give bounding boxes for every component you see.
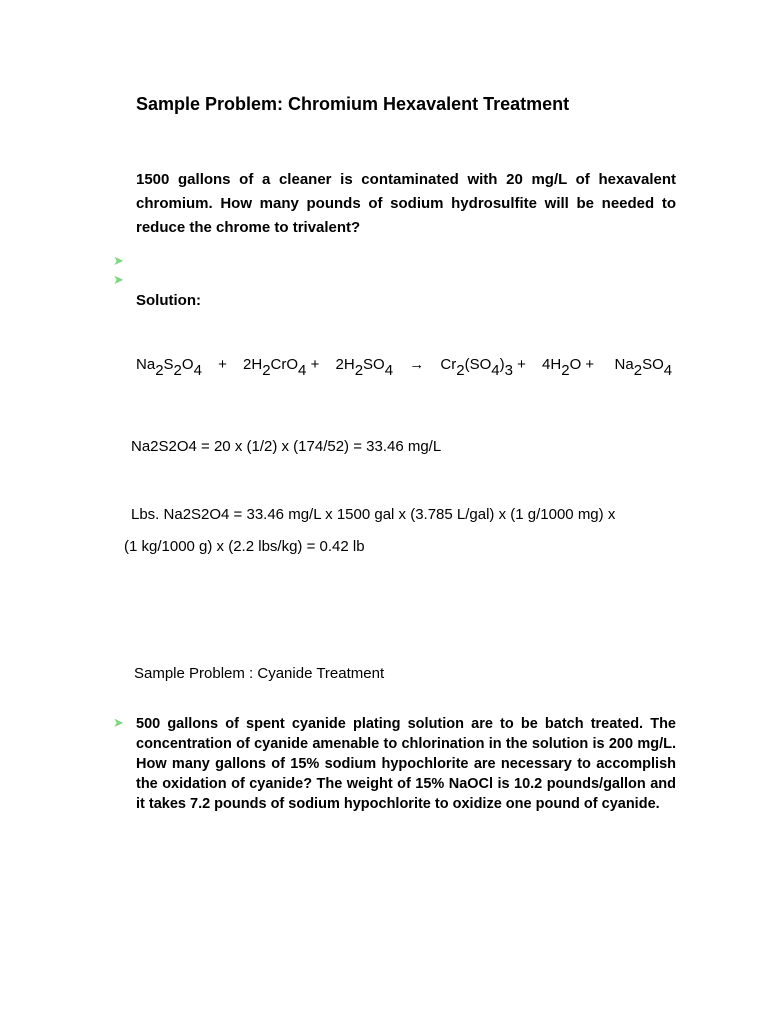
eq-text: 2H xyxy=(243,356,263,373)
eq-subscript: 2 xyxy=(155,362,164,379)
calc-pounds-line-1: Lbs. Na2S2O4 = 33.46 mg/L x 1500 gal x (3.785 L/gal) x (1 g/1000 mg) x xyxy=(131,506,616,523)
eq-plus: + xyxy=(218,356,227,373)
bullet-arrow-icon: ➤ xyxy=(113,715,124,730)
eq-subscript: 2 xyxy=(173,362,182,379)
cyanide-title: Sample Problem : Cyanide Treatment xyxy=(134,665,385,682)
chromium-title: Sample Problem: Chromium Hexavalent Treatment xyxy=(136,94,570,114)
eq-text: (SO xyxy=(464,356,492,373)
reaction-arrow-icon: → xyxy=(409,356,425,373)
chromium-problem-text: 1500 gallons of a cleaner is contaminated with 20 mg/L of hexavalent chromium. How many pounds of sodium hydrosulfite will be needed to reduce the chrome to trivalent? xyxy=(136,171,676,236)
eq-subscript: 4 xyxy=(663,362,673,379)
eq-subscript: 2 xyxy=(456,362,465,379)
calc-concentration: Na2S2O4 = 20 x (1/2) x (174/52) = 33.46 mg/L xyxy=(131,438,442,455)
redox-equation xyxy=(136,356,673,379)
eq-text: O xyxy=(181,356,194,373)
eq-text: O + xyxy=(569,356,595,373)
eq-text: CrO xyxy=(270,356,299,373)
eq-subscript: 2 xyxy=(354,362,364,379)
eq-subscript: 2 xyxy=(262,362,271,379)
eq-text: Cr xyxy=(440,356,457,373)
eq-subscript: 4 xyxy=(193,362,202,379)
eq-text: SO xyxy=(363,356,385,373)
eq-subscript: 2 xyxy=(633,362,643,379)
eq-text: SO xyxy=(642,356,664,373)
eq-plus: + xyxy=(310,356,320,373)
eq-text: Na xyxy=(614,356,634,373)
eq-text: ) xyxy=(499,356,505,373)
eq-subscript: 4 xyxy=(384,362,394,379)
eq-text: 2H xyxy=(335,356,355,373)
bullet-arrow-icon: ➤ xyxy=(113,272,124,287)
eq-plus: + xyxy=(517,356,526,373)
cyanide-problem-text: 500 gallons of spent cyanide plating solution are to be batch treated. The concentration of cyanide amenable to chlorination in the solution is 200 mg/L. How many gallons of 15% sodium hypochlorite are necessary to accomplish the oxidation of cyanide? The weight of 15% NaOCl is 10.2 pounds/gallon and it takes 7.2 pounds of sodium hypochlorite to oxidize one pound of cyanide. xyxy=(136,716,676,812)
calc-pounds-line-2: (1 kg/1000 g) x (2.2 lbs/kg) = 0.42 lb xyxy=(124,538,365,555)
eq-subscript: 4 xyxy=(491,362,500,379)
eq-subscript: 4 xyxy=(298,362,307,379)
solution-label: Solution: xyxy=(136,292,201,309)
eq-text: S xyxy=(163,356,174,373)
eq-subscript: 2 xyxy=(561,362,570,379)
bullet-arrow-icon: ➤ xyxy=(113,253,124,268)
eq-text: 4H xyxy=(542,356,562,373)
eq-subscript: 3 xyxy=(504,362,513,379)
eq-text: Na xyxy=(136,356,156,373)
